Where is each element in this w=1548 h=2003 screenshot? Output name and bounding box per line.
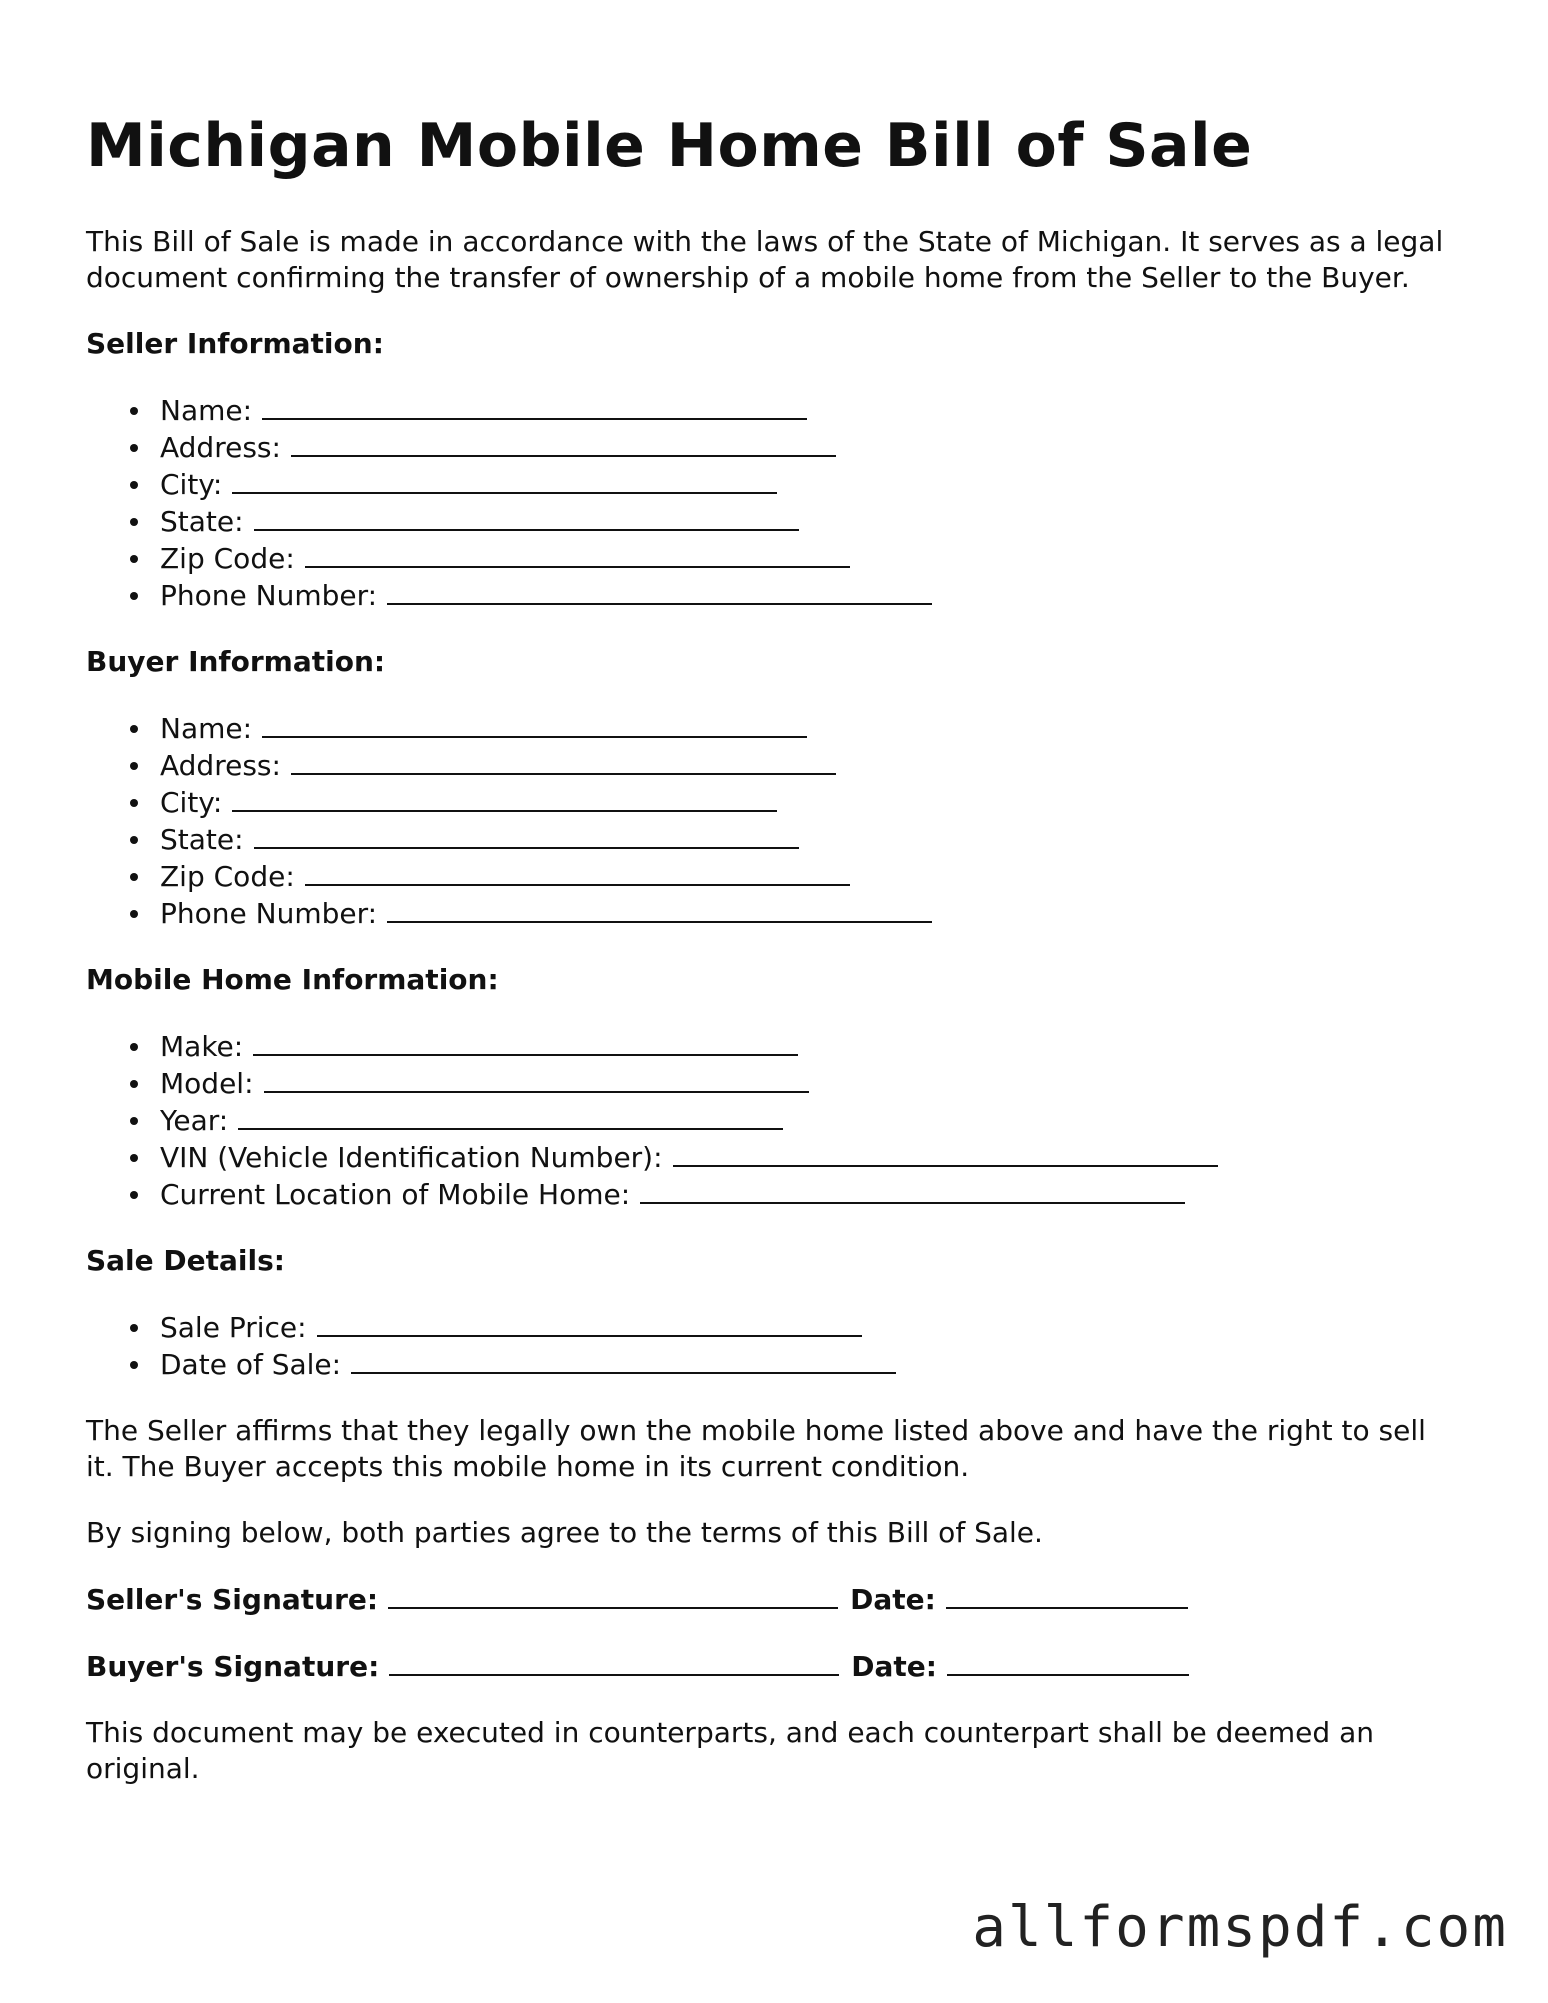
buyer-address-field[interactable] [160,747,1456,784]
counterparts-paragraph: This document may be executed in counterparts, and each counterpart shall be deemed an original. [86,1716,1374,1785]
field-label: Zip Code: [160,860,295,893]
field-label: Current Location of Mobile Home: [160,1178,631,1211]
field-label: Name: [160,394,253,427]
field-label: Model: [160,1067,254,1100]
fill-line[interactable] [351,1346,896,1374]
site-watermark: allformspdf.com [972,1895,1508,1960]
buyer-date-line[interactable] [947,1648,1189,1676]
fill-line[interactable] [291,429,836,457]
mobile-home-heading: Mobile Home Information: [86,963,499,996]
field-label: City: [160,468,223,501]
sale-details-heading: Sale Details: [86,1244,285,1277]
seller-heading: Seller Information: [86,327,384,360]
field-label: Make: [160,1030,244,1063]
buyer-city-field[interactable] [160,784,1456,821]
seller-date-line[interactable] [946,1581,1188,1609]
buyer-signature-line[interactable] [389,1648,839,1676]
vin-field[interactable] [160,1139,1456,1176]
field-label: State: [160,823,244,856]
field-label: Address: [160,749,281,782]
fill-line[interactable] [387,577,932,605]
fill-line[interactable] [305,858,850,886]
buyer-signature-row [86,1648,1456,1685]
buyer-state-field[interactable] [160,821,1456,858]
field-label: Phone Number: [160,897,378,930]
page-title: Michigan Mobile Home Bill of Sale [86,111,1253,181]
buyer-signature-label: Buyer's Signature: [86,1650,380,1683]
seller-state-field[interactable] [160,503,1456,540]
fill-line[interactable] [387,895,932,923]
fill-line[interactable] [262,392,807,420]
sale-price-field[interactable] [160,1309,1456,1346]
fill-line[interactable] [254,821,799,849]
mobile-home-field-list [86,1028,1456,1213]
fill-line[interactable] [232,784,777,812]
fill-line[interactable] [317,1309,862,1337]
field-label: VIN (Vehicle Identification Number): [160,1141,663,1174]
field-label: Name: [160,712,253,745]
field-label: City: [160,786,223,819]
seller-signature-row [86,1581,1456,1618]
seller-zip-field[interactable] [160,540,1456,577]
buyer-field-list [86,710,1456,932]
seller-address-field[interactable] [160,429,1456,466]
year-field[interactable] [160,1102,1456,1139]
document-page [86,108,1456,1817]
seller-name-field[interactable] [160,392,1456,429]
affirmation-paragraph: The Seller affirms that they legally own the mobile home listed above and have the right to sell it. The Buyer accepts this mobile home in its current condition. [86,1414,1426,1483]
fill-line[interactable] [264,1065,809,1093]
model-field[interactable] [160,1065,1456,1102]
location-field[interactable] [160,1176,1456,1213]
field-label: Phone Number: [160,579,378,612]
seller-signature-label: Seller's Signature: [86,1583,379,1616]
fill-line[interactable] [238,1102,783,1130]
fill-line[interactable] [673,1139,1218,1167]
field-label: Sale Price: [160,1311,307,1344]
fill-line[interactable] [253,1028,798,1056]
intro-paragraph: This Bill of Sale is made in accordance with the laws of the State of Michigan. It serves as a legal document confirming the transfer of ownership of a mobile home from the Seller to the Buyer. [86,225,1444,294]
field-label: Year: [160,1104,229,1137]
seller-date-label: Date: [850,1583,936,1616]
seller-field-list [86,392,1456,614]
make-field[interactable] [160,1028,1456,1065]
field-label: State: [160,505,244,538]
field-label: Address: [160,431,281,464]
fill-line[interactable] [291,747,836,775]
fill-line[interactable] [305,540,850,568]
seller-city-field[interactable] [160,466,1456,503]
seller-phone-field[interactable] [160,577,1456,614]
seller-signature-line[interactable] [388,1581,838,1609]
sale-field-list [86,1309,1456,1383]
buyer-heading: Buyer Information: [86,645,386,678]
buyer-zip-field[interactable] [160,858,1456,895]
fill-line[interactable] [232,466,777,494]
buyer-name-field[interactable] [160,710,1456,747]
fill-line[interactable] [254,503,799,531]
field-label: Date of Sale: [160,1348,342,1381]
sale-date-field[interactable] [160,1346,1456,1383]
field-label: Zip Code: [160,542,295,575]
fill-line[interactable] [262,710,807,738]
buyer-date-label: Date: [851,1650,937,1683]
agreement-paragraph: By signing below, both parties agree to the terms of this Bill of Sale. [86,1516,1043,1549]
buyer-phone-field[interactable] [160,895,1456,932]
fill-line[interactable] [640,1176,1185,1204]
